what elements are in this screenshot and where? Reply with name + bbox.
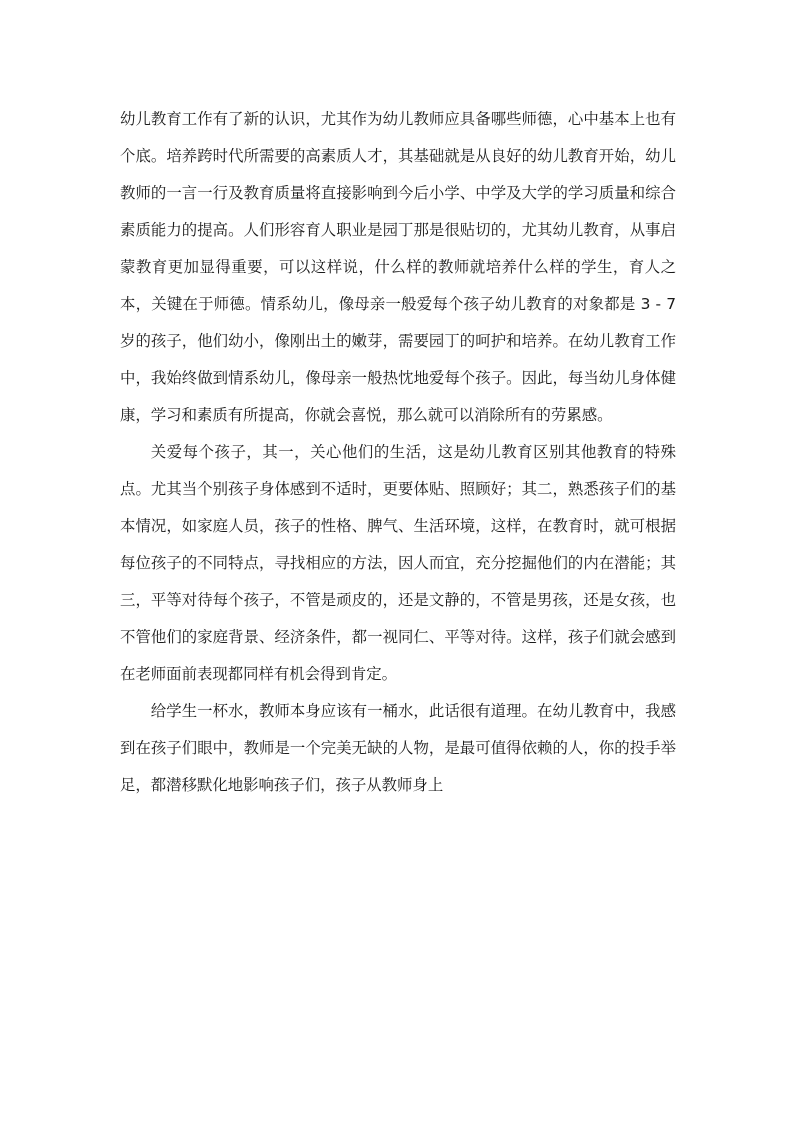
body-text [120, 101, 676, 804]
paragraph-1: 幼儿教育工作有了新的认识，尤其作为幼儿教师应具备哪些师德，心中基本上也有个底。培养跨时代所需要的高素质人才，其基础就是从良好的幼儿教育开始，幼儿教师的一言一行及教育质量将直接影响到今后小学、中学及大学的学习质量和综合素质能力的提高。人们形容育人职业是园丁那是很贴切的，尤其幼儿教育，从事启蒙教育更加显得重要，可以这样说，什么样的教师就培养什么样的学生，育人之本，关键在于师德。情系幼儿，像母亲一般爱每个孩子幼儿教育的对象都是 3 - 7 岁的孩子，他们幼小，像刚出土的嫩芽，需要园丁的呵护和培养。在幼儿教育工作中，我始终做到情系幼儿，像母亲一般热忱地爱每个孩子。因此，每当幼儿身体健康，学习和素质有所提高，你就会喜悦，那么就可以消除所有的劳累感。 [120, 110, 676, 424]
paragraph-3: 给学生一杯水，教师本身应该有一桶水，此话很有道理。在幼儿教育中，我感到在孩子们眼中，教师是一个完美无缺的人物，是最可值得依赖的人，你的投手举足，都潜移默化地影响孩子们，孩子从教师身上 [120, 702, 676, 794]
paragraph-2: 关爱每个孩子，其一，关心他们的生活，这是幼儿教育区别其他教育的特殊点。尤其当个别孩子身体感到不适时，更要体贴、照顾好；其二，熟悉孩子们的基本情况，如家庭人员，孩子的性格、脾气、生活环境，这样，在教育时，就可根据每位孩子的不同特点，寻找相应的方法，因人而宜，充分挖掘他们的内在潜能；其三，平等对待每个孩子，不管是顽皮的，还是文静的，不管是男孩，还是女孩，也不管他们的家庭背景、经济条件，都一视同仁、平等对待。这样，孩子们就会感到在老师面前表现都同样有机会得到肯定。 [120, 443, 676, 683]
